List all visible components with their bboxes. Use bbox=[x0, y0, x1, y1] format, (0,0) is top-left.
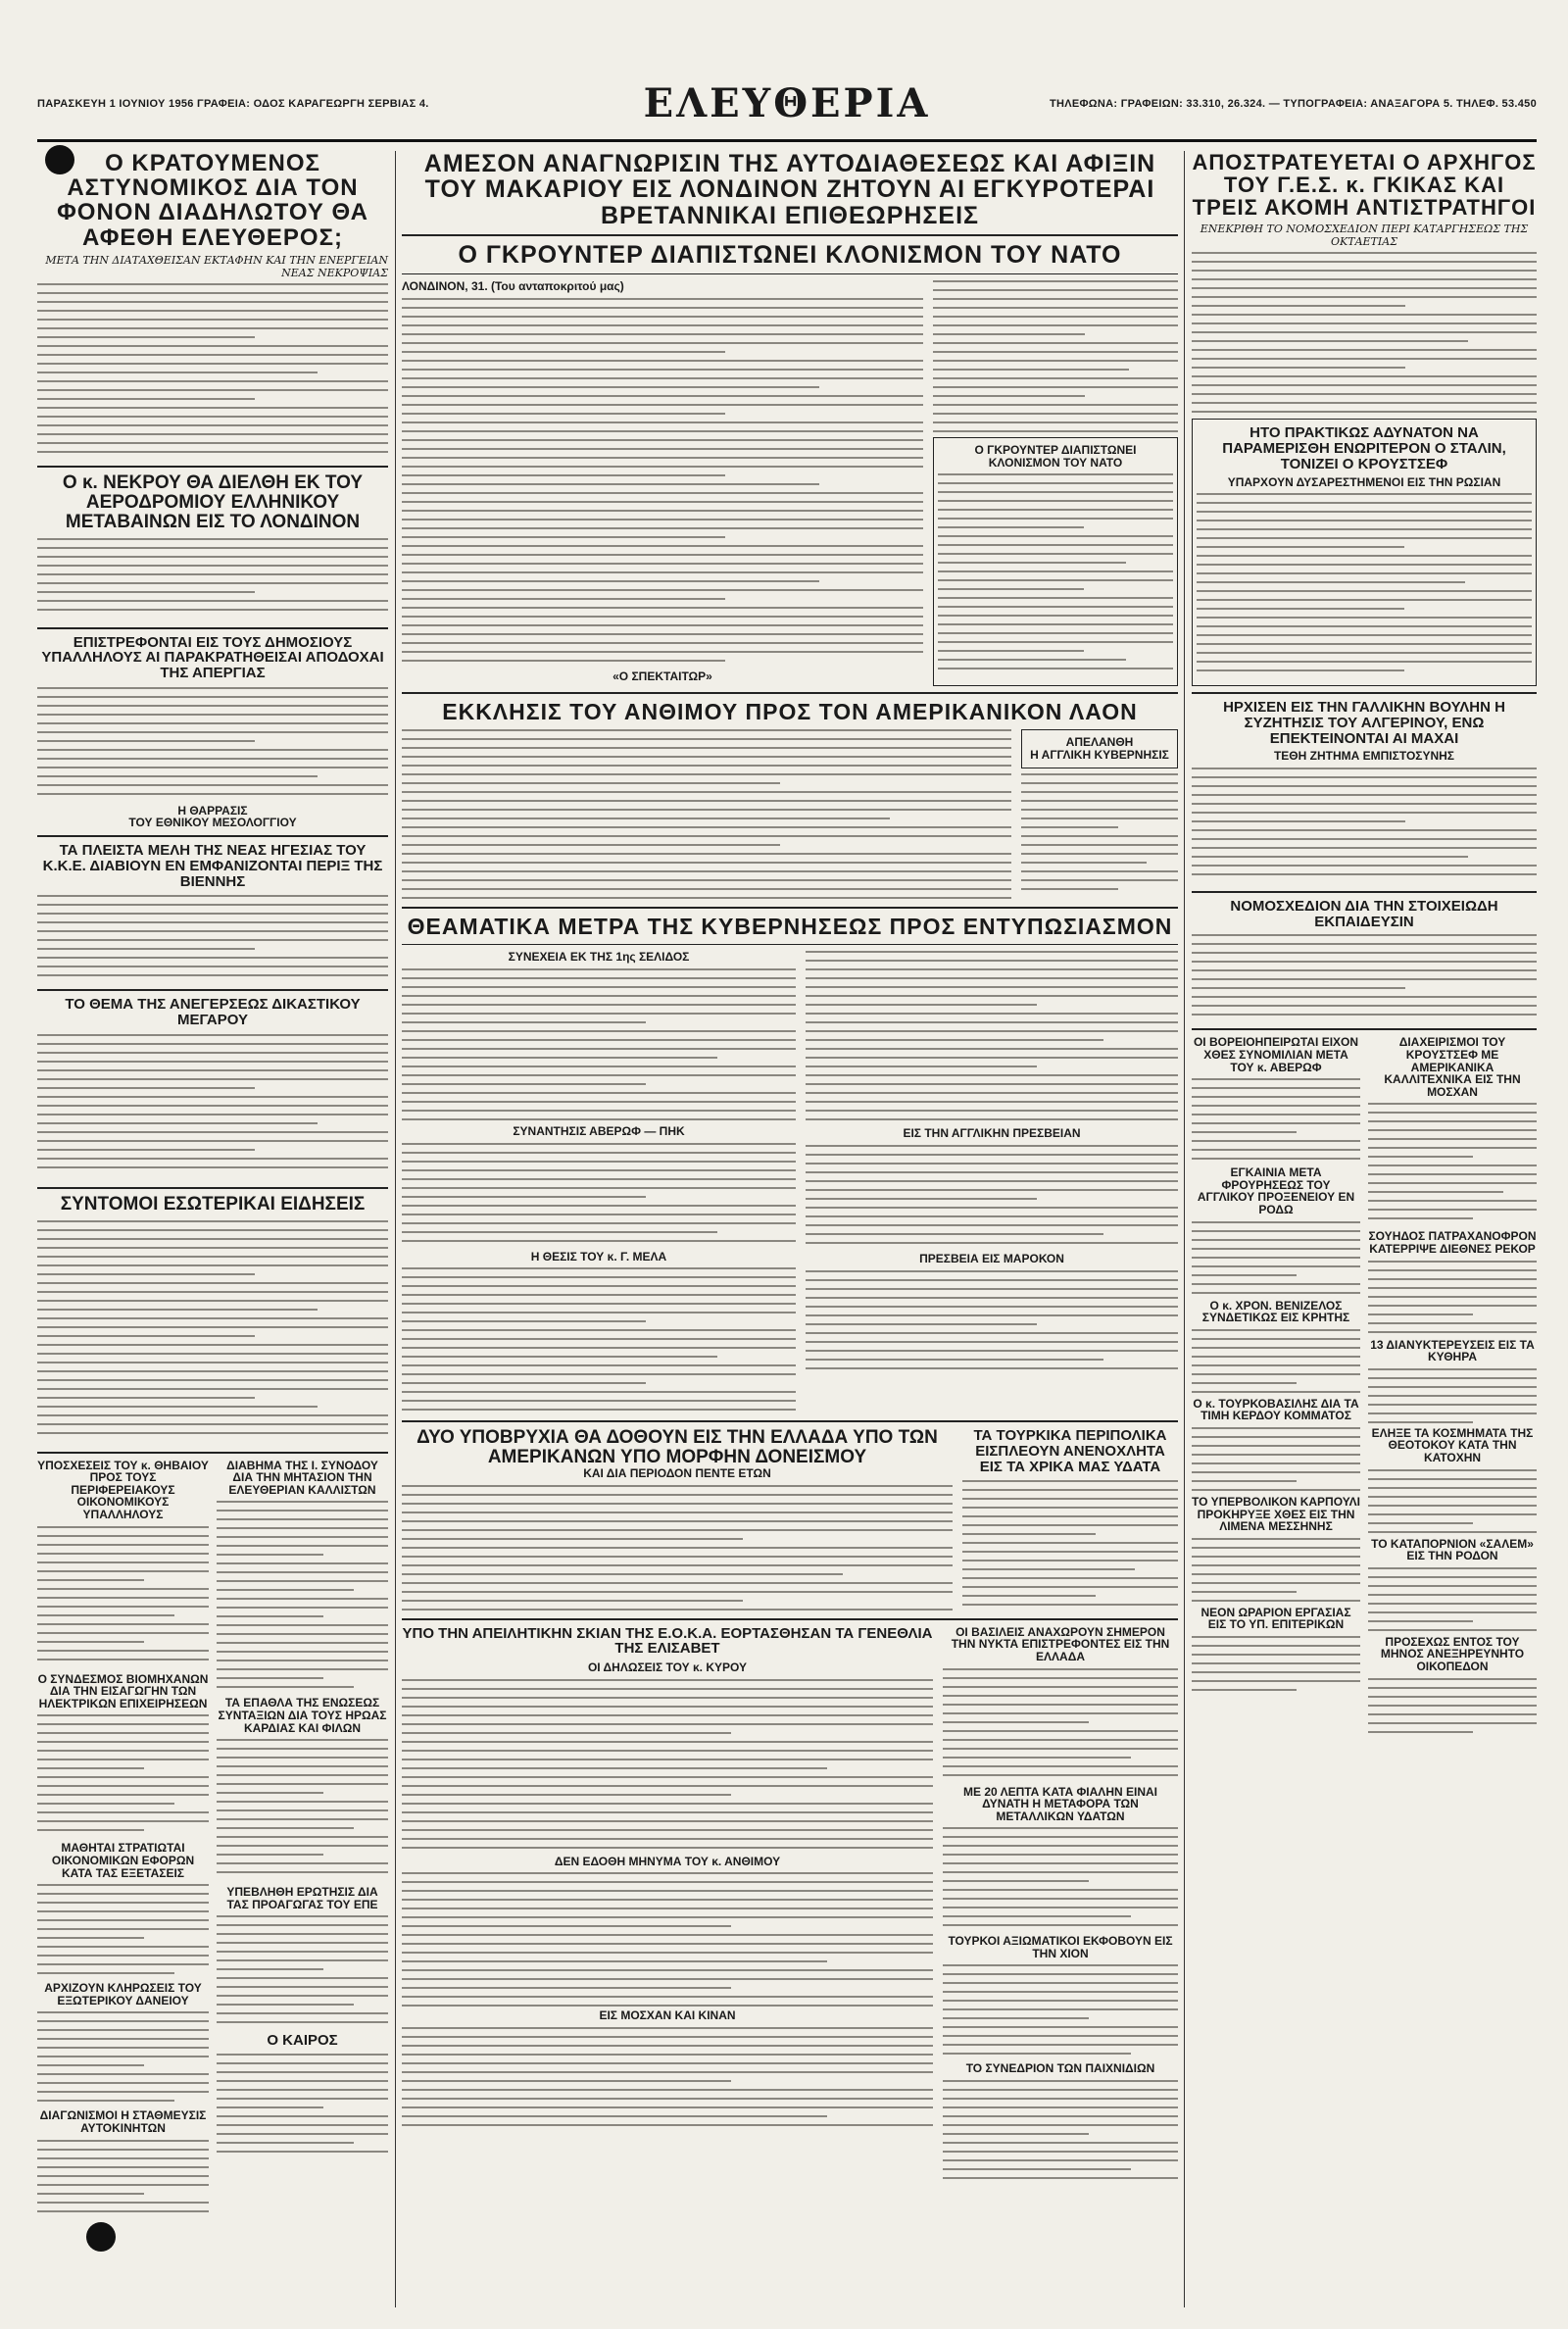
headline-question: ΥΠΕΒΛΗΘΗ ΕΡΩΤΗΣΙΣ ΔΙΑ ΤΑΣ ΠΡΟΑΓΩΓΑΣ ΤΟΥ ΕΠΕ bbox=[226, 1885, 378, 1911]
body-text bbox=[1192, 1221, 1360, 1300]
subhead-octaetia: ΕΝΕΚΡΙΘΗ ΤΟ ΝΟΜΟΣΧΕΔΙΟΝ ΠΕΡΙ ΚΑΤΑΡΓΗΣΕΩΣ ΤΗΣ ΟΚΤΑΕΤΙΑΣ bbox=[1200, 223, 1529, 249]
headline-education-bill: ΝΟΜΟΣΧΕΔΙΟΝ ΔΙΑ ΤΗΝ ΣΤΟΙΧΕΙΩΔΗ ΕΚΠΑΙΔΕΥΣΙΝ bbox=[1230, 897, 1498, 930]
body-text bbox=[1368, 1678, 1537, 1737]
headline-rhodes-consulate: ΕΓΚΑΙΝΙΑ ΜΕΤΑ ΦΡΟΥΡΗΣΕΩΣ ΤΟΥ ΑΓΓΛΙΚΟΥ ΠΡΟΞΕΝΕΙΟΥ ΕΝ ΡΟΔΩ bbox=[1197, 1165, 1355, 1217]
boxed-expelled: ΑΠΕΛΑΝΘΗ bbox=[1065, 735, 1134, 750]
headline-weather: Ο ΚΑΙΡΟΣ bbox=[267, 2032, 338, 2050]
body-text bbox=[806, 1145, 1178, 1253]
body-text bbox=[943, 1964, 1178, 2062]
body-text bbox=[1192, 1427, 1360, 1496]
byline: «Ο ΣΠΕΚΤΑΙΤΩΡ» bbox=[612, 669, 712, 683]
body-text bbox=[402, 298, 923, 670]
body-text bbox=[402, 1872, 933, 2009]
headline-civil-servants: ΕΠΙΣΤΡΕΦΟΝΤΑΙ ΕΙΣ ΤΟΥΣ ΔΗΜΟΣΙΟΥΣ ΥΠΑΛΛΗΛΟΥΣ ΑΙ ΠΑΡΑΚΡΑΤΗΘΕΙΣΑΙ ΑΠΟΔΟΧΑΙ ΤΗΣ ΑΠΕΡΓΙΑΣ bbox=[41, 633, 384, 682]
body-text bbox=[402, 2027, 933, 2135]
body-text bbox=[37, 1220, 388, 1446]
subhead-waters: ΜΕ 20 ΛΕΠΤΑ ΚΑΤΑ ΦΙΑΛΗΝ ΕΙΝΑΙ ΔΥΝΑΤΗ Η ΜΕΤΑΦΟΡΑ ΤΩΝ ΜΕΤΑΛΛΙΚΩΝ ΥΔΑΤΩΝ bbox=[963, 1784, 1157, 1823]
headline-gkikas: ΑΠΟΣΤΡΑΤΕΥΕΤΑΙ Ο ΑΡΧΗΓΟΣ ΤΟΥ Γ.Ε.Σ. κ. ΓΚΙΚΑΣ ΚΑΙ ΤΡΕΙΣ ΑΚΟΜΗ ΑΝΤΙΣΤΡΑΤΗΓΟΙ bbox=[1192, 150, 1537, 221]
body-text bbox=[1192, 1329, 1360, 1398]
banner-headline-nato: Ο ΓΚΡΟΥΝΤΕΡ ΔΙΑΠΙΣΤΩΝΕΙ ΚΛΟΝΙΣΜΟΝ ΤΟΥ ΝΑΤΟ bbox=[458, 240, 1122, 269]
headline-jewels: ΕΛΗΞΕ ΤΑ ΚΟΣΜΗΜΑΤΑ ΤΗΣ ΘΕΟΤΟΚΟΥ ΚΑΤΑ ΤΗΝ ΚΑΤΟΧΗΝ bbox=[1371, 1425, 1534, 1464]
body-text bbox=[217, 1739, 388, 1886]
subhead-confidence: ΤΕΘΗ ΖΗΤΗΜΑ ΕΜΠΙΣΤΟΣΥΝΗΣ bbox=[1273, 749, 1455, 764]
masthead-date-address: ΠΑΡΑΣΚΕΥΗ 1 ΙΟΥΝΙΟΥ 1956 ΓΡΑΦΕΙΑ: ΟΔΟΣ ΚΑΡΑΓΕΩΡΓΗ ΣΕΡΒΙΑΣ 4. bbox=[37, 98, 429, 110]
subhead-anthimos: ΔΕΝ ΕΔΟΘΗ ΜΗΝΥΜΑ ΤΟΥ κ. ΑΝΘΙΜΟΥ bbox=[554, 1854, 781, 1868]
body-text bbox=[806, 951, 1178, 1127]
body-text bbox=[37, 1714, 209, 1842]
body-text bbox=[1368, 1368, 1537, 1427]
headline-industrialists: Ο ΣΥΝΔΕΣΜΟΣ ΒΙΟΜΗΧΑΝΩΝ ΔΙΑ ΤΗΝ ΕΙΣΑΓΩΓΗΝ ΤΩΝ ΗΛΕΚΤΡΙΚΩΝ ΕΠΙΧΕΙΡΗΣΕΩΝ bbox=[37, 1671, 209, 1710]
subhead-averof: ΣΥΝΑΝΤΗΣΙΣ ΑΒΕΡΩΦ — ΠΗΚ bbox=[513, 1124, 685, 1139]
headline-appeal: ΕΚΚΛΗΣΙΣ ΤΟΥ ΑΝΘΙΜΟΥ ΠΡΟΣ ΤΟΝ ΑΜΕΡΙΚΑΝΙΚΟΝ ΛΑΟΝ bbox=[442, 699, 1138, 725]
headline-nekrou: Ο κ. ΝΕΚΡΟΥ ΘΑ ΔΙΕΛΘΗ ΕΚ ΤΟΥ ΑΕΡΟΔΡΟΜΙΟΥ ΕΛΛΗΝΙΚΟΥ ΜΕΤΑΒΑΙΝΩΝ ΕΙΣ ΤΟ ΛΟΝΔΙΝΟΝ bbox=[62, 471, 364, 532]
body-text bbox=[402, 1143, 796, 1251]
body-text bbox=[1368, 1261, 1537, 1339]
headline-venizelos: Ο κ. ΧΡΟΝ. ΒΕΝΙΖΕΛΟΣ ΣΥΝΔΕΤΙΚΩΣ ΕΙΣ ΚΡΗΤΗΣ bbox=[1201, 1298, 1350, 1325]
headline-domestic-news: ΣΥΝΤΟΜΟΙ ΕΣΩΤΕΡΙΚΑΙ ΕΙΔΗΣΕΙΣ bbox=[60, 1193, 366, 1214]
body-text bbox=[37, 895, 388, 983]
body-text bbox=[37, 538, 388, 621]
subhead-five-years: ΚΑΙ ΔΙΑ ΠΕΡΙΟΔΟΝ ΠΕΝΤΕ ΕΤΩΝ bbox=[583, 1466, 771, 1481]
body-text bbox=[806, 1270, 1178, 1378]
sign-line: Η ΘΑΡΡΑΣΙΣ bbox=[177, 803, 248, 818]
continuation-note: ΣΥΝΕΧΕΙΑ ΕΚ ΤΗΣ 1ης ΣΕΛΙΔΟΣ bbox=[508, 950, 690, 965]
headline-plot: ΠΡΟΣΕΧΩΣ ΕΝΤΟΣ ΤΟΥ ΜΗΝΟΣ ΑΝΕΞΗΡΕΥΝΗΤΟ ΟΙΚΟΠΕΔΟΝ bbox=[1380, 1634, 1525, 1673]
body-text bbox=[1192, 768, 1537, 885]
body-text bbox=[1192, 1538, 1360, 1607]
body-text bbox=[1197, 493, 1532, 679]
lead-subheadline: ΜΕΤΑ ΤΗΝ ΔΙΑΤΑΧΘΕΙΣΑΝ ΕΚΤΑΦΗΝ ΚΑΙ ΤΗΝ ΕΝΕΡΓΕΙΑΝ ΝΕΑΣ ΝΕΚΡΟΨΙΑΣ bbox=[45, 253, 388, 279]
masthead-phones: ΤΗΛΕΦΩΝΑ: ΓΡΑΦΕΙΩΝ: 33.310, 26.324. — ΤΥΠΟΓΡΑΦΕΙΑ: ΑΝΑΞΑΓΟΡΑ 5. ΤΗΛΕΦ. 53.450 bbox=[1049, 98, 1537, 110]
boxed-headline-nato: Ο ΓΚΡΟΥΝΤΕΡ ΔΙΑΠΙΣΤΩΝΕΙ ΚΛΟΝΙΣΜΟΝ ΤΟΥ ΝΑΤΟ bbox=[974, 443, 1137, 470]
body-text bbox=[37, 1884, 209, 1982]
headline-courthouse: ΤΟ ΘΕΜΑ ΤΗΣ ΑΝΕΓΕΡΣΕΩΣ ΔΙΚΑΣΤΙΚΟΥ ΜΕΓΑΡΟΥ bbox=[65, 996, 361, 1028]
banner-impression-measures: ΘΕΑΜΑΤΙΚΑ ΜΕΤΡΑ ΤΗΣ ΚΥΒΕΡΝΗΣΕΩΣ ΠΡΟΣ ΕΝΤΥΠΩΣΙΑΣΜΟΝ bbox=[407, 914, 1173, 940]
headline-work-hours: ΝΕΟΝ ΩΡΑΡΙΟΝ ΕΡΓΑΣΙΑΣ ΕΙΣ ΤΟ ΥΠ. ΕΠΙΤΕΡΙΚΩΝ bbox=[1200, 1605, 1351, 1632]
body-text bbox=[933, 280, 1178, 437]
body-text bbox=[217, 1501, 388, 1697]
boxed-headline-khrushchev: ΗΤΟ ΠΡΑΚΤΙΚΩΣ ΑΔΥΝΑΤΟΝ ΝΑ ΠΑΡΑΜΕΡΙΣΘΗ ΕΝΩΡΙΤΕΡΟΝ Ο ΣΤΑΛΙΝ, ΤΟΝΙΖΕΙ Ο ΚΡΟΥΣΤΣΕΦ bbox=[1222, 424, 1506, 472]
body-text bbox=[943, 1827, 1178, 1935]
subhead-embassy: ΕΙΣ ΤΗΝ ΑΓΓΛΙΚΗΝ ΠΡΕΣΒΕΙΑΝ bbox=[903, 1126, 1081, 1141]
banner-headline: ΑΜΕΣΟΝ ΑΝΑΓΝΩΡΙΣΙΝ ΤΗΣ ΑΥΤΟΔΙΑΘΕΣΕΩΣ ΚΑΙ ΑΦΙΞΙΝ ΤΟΥ ΜΑΚΑΡΙΟΥ ΕΙΣ ΛΟΝΔΙΝΟΝ ΖΗΤΟΥΝ ΑΙ ΕΓΚΥΡΟΤΕΡΑΙ ΒΡΕΤΑΝΝΙΚΑΙ ΕΠΙΘΕΩΡΗΣΕΙΣ bbox=[423, 150, 1156, 229]
body-text bbox=[1192, 1078, 1360, 1166]
subhead-kings: ΟΙ ΒΑΣΙΛΕΙΣ ΑΝΑΧΩΡΟΥΝ ΣΗΜΕΡΟΝ ΤΗΝ ΝΥΚΤΑ ΕΠΙΣΤΡΕΦΟΝΤΕΣ ΕΙΣ ΤΗΝ ΕΛΛΑΔΑ bbox=[951, 1624, 1170, 1663]
body-text bbox=[402, 1485, 953, 1612]
headline-algeria: ΗΡΧΙΣΕΝ ΕΙΣ ΤΗΝ ΓΑΛΛΙΚΗΝ ΒΟΥΛΗΝ Η ΣΥΖΗΤΗΣΙΣ ΤΟΥ ΑΛΓΕΡΙΝΟΥ, ΕΝΩ ΕΠΕΚΤΕΙΝΟΝΤΑΙ ΑΙ ΜΑΧΑΙ bbox=[1223, 699, 1505, 747]
headline-parking: ΔΙΑΓΩΝΙΣΜΟΙ Η ΣΤΑΘΜΕΥΣΙΣ ΑΥΤΟΚΙΝΗΤΩΝ bbox=[39, 2108, 207, 2135]
boxed-subhead-russia: ΥΠΑΡΧΟΥΝ ΔΥΣΑΡΕΣΤΗΜΕΝΟΙ ΕΙΣ ΤΗΝ ΡΩΣΙΑΝ bbox=[1227, 474, 1501, 489]
headline-khrushchev-artists: ΔΙΑΧΕΙΡΙΣΜΟΙ ΤΟΥ ΚΡΟΥΣΤΣΕΦ ΜΕ ΑΜΕΡΙΚΑΝΙΚΑ ΚΑΛΛΙΤΕΧΝΙΚΑ ΕΙΣ ΤΗΝ ΜΟΣΧΑΝ bbox=[1384, 1035, 1521, 1099]
headline-kke: ΤΑ ΠΛΕΙΣΤΑ ΜΕΛΗ ΤΗΣ ΝΕΑΣ ΗΓΕΣΙΑΣ ΤΟΥ Κ.Κ.Ε. ΔΙΑΒΙΟΥΝ ΕΝ ΕΜΦΑΝΙΖΟΝΤΑΙ ΠΕΡΙΞ ΤΗΣ ΒΙΕΝΝΗΣ bbox=[42, 842, 383, 890]
headline-pensioners: ΤΑ ΕΠΑΘΛΑ ΤΗΣ ΕΝΩΣΕΩΣ ΣΥΝΤΑΞΙΩΝ ΔΙΑ ΤΟΥΣ ΗΡΩΑΣ ΚΑΡΔΙΑΣ ΚΑΙ ΦΙΛΩΝ bbox=[218, 1696, 387, 1735]
body-text bbox=[943, 2080, 1178, 2188]
column-rule bbox=[1184, 151, 1185, 2307]
sign-line: ΤΟΥ ΕΘΝΙΚΟΥ ΜΕΣΟΛΟΓΓΙΟΥ bbox=[128, 816, 297, 830]
subhead-mela: Η ΘΕΣΙΣ ΤΟΥ κ. Γ. ΜΕΛΑ bbox=[530, 1249, 667, 1264]
subhead-morocco: ΠΡΕΣΒΕΙΑ ΕΙΣ ΜΑΡΟΚΟΝ bbox=[919, 1252, 1064, 1266]
body-text bbox=[962, 1480, 1178, 1608]
masthead bbox=[37, 80, 1537, 142]
lead-headline: Ο ΚΡΑΤΟΥΜΕΝΟΣ ΑΣΤΥΝΟΜΙΚΟΣ ΔΙΑ ΤΟΝ ΦΟΝΟΝ ΔΙΑΔΗΛΩΤΟΥ ΘΑ ΑΦΕΘΗ ΕΛΕΥΘΕΡΟΣ; bbox=[57, 150, 368, 251]
body-text bbox=[402, 1267, 796, 1414]
body-text bbox=[217, 2054, 388, 2161]
body-text bbox=[37, 2011, 209, 2109]
center-column bbox=[402, 151, 1178, 2188]
body-text bbox=[37, 2140, 209, 2218]
right-column bbox=[1192, 151, 1537, 1737]
headline-students: ΜΑΘΗΤΑΙ ΣΤΡΑΤΙΩΤΑΙ ΟΙΚΟΝΟΜΙΚΩΝ ΕΦΟΡΩΝ ΚΑΤΑ ΤΑΣ ΕΞΕΤΑΣΕΙΣ bbox=[51, 1841, 195, 1880]
headline-salem: ΤΟ ΚΑΤΑΠΟΡΝΙΟΝ «ΣΑΛΕΜ» ΕΙΣ ΤΗΝ ΡΟΔΟΝ bbox=[1371, 1536, 1534, 1563]
body-text bbox=[1192, 252, 1537, 419]
headline-swedish-record: ΣΟΥΗΔΟΣ ΠΑΤΡΑΧΑΝΟΦΡΟΝ ΚΑΤΕΡΡΙΨΕ ΔΙΕΘΝΕΣ ΡΕΚΟΡ bbox=[1368, 1229, 1537, 1257]
headline-messini: ΤΟ ΥΠΕΡΒΟΛΙΚΟΝ ΚΑΡΠΟΥΛΙ ΠΡΟΚΗΡΥΞΕ ΧΘΕΣ ΕΙΣ ΤΗΝ ΛΙΜΕΝΑ ΜΕΣΣΗΝΗΣ bbox=[1192, 1495, 1360, 1534]
subhead-congress: ΤΟ ΣΥΝΕΔΡΙΟΝ ΤΩΝ ΠΑΙΧΝΙΔΙΩΝ bbox=[965, 2061, 1155, 2076]
newspaper-title: ΕΛΕΥΘΕΡΙΑ bbox=[643, 80, 931, 126]
body-text bbox=[1021, 773, 1178, 891]
subhead-turkish-officers: ΤΟΥΡΚΟΙ ΑΞΙΩΜΑΤΙΚΟΙ ΕΚΦΟΒΟΥΝ ΕΙΣ ΤΗΝ ΧΙΟΝ bbox=[948, 1934, 1173, 1960]
left-column bbox=[37, 151, 388, 2218]
body-text bbox=[402, 968, 796, 1125]
ink-blot bbox=[45, 145, 74, 174]
body-text bbox=[402, 1679, 933, 1856]
body-text bbox=[37, 1526, 209, 1673]
ink-blot bbox=[86, 2222, 116, 2252]
body-text bbox=[1192, 934, 1537, 1022]
body-text bbox=[1368, 1469, 1537, 1538]
headline-tourkovasilis: Ο κ. ΤΟΥΡΚΟΒΑΣΙΛΗΣ ΔΙΑ ΤΑ ΤΙΜΗ ΚΕΡΔΟΥ ΚΟΜΜΑΤΟΣ bbox=[1193, 1396, 1359, 1423]
body-text bbox=[37, 687, 388, 805]
headline-north-epirotes: ΟΙ ΒΟΡΕΙΟΗΠΕΙΡΩΤΑΙ ΕΙΧΟΝ ΧΘΕΣ ΣΥΝΟΜΙΛΙΑΝ ΜΕΤΑ ΤΟΥ κ. ΑΒΕΡΩΦ bbox=[1193, 1035, 1359, 1074]
body-text bbox=[1368, 1567, 1537, 1636]
headline-eoka: ΥΠΟ ΤΗΝ ΑΠΕΙΛΗΤΙΚΗΝ ΣΚΙΑΝ ΤΗΣ Ε.Ο.Κ.Α. ΕΟΡΤΑΣΘΗΣΑΝ ΤΑ ΓΕΝΕΘΛΙΑ ΤΗΣ ΕΛΙΣΑΒΕΤ bbox=[402, 1624, 933, 1658]
headline-submarines: ΔΥΟ ΥΠΟΒΡΥΧΙΑ ΘΑ ΔΟΘΟΥΝ ΕΙΣ ΤΗΝ ΕΛΛΑΔΑ ΥΠΟ ΤΩΝ ΑΜΕΡΙΚΑΝΩΝ ΥΠΟ ΜΟΡΦΗΝ ΔΟΝΕΙΣΜΟΥ bbox=[416, 1427, 938, 1468]
body-text bbox=[217, 1915, 388, 2033]
headline-kythira: 13 ΔΙΑΝΥΚΤΕΡΕΥΣΕΙΣ ΕΙΣ ΤΑ ΚΥΘΗΡΑ bbox=[1370, 1337, 1535, 1364]
body-text bbox=[37, 283, 388, 460]
dateline: ΛΟΝΔΙΝΟΝ, 31. (Του ανταποκριτού μας) bbox=[402, 279, 624, 293]
body-text bbox=[1192, 1636, 1360, 1695]
subhead-moscow: ΕΙΣ ΜΟΣΧΑΝ ΚΑΙ ΚΙΝΑΝ bbox=[599, 2008, 736, 2023]
headline-turkish-patrols: ΤΑ ΤΟΥΡΚΙΚΑ ΠΕΡΙΠΟΛΙΚΑ ΕΙΣΠΛΕΟΥΝ ΑΝΕΝΟΧΛΗΤΑ ΕΙΣ ΤΑ ΧΡΙΚΑ ΜΑΣ ΥΔΑΤΑ bbox=[973, 1427, 1167, 1475]
body-text bbox=[37, 1034, 388, 1181]
boxed-expelled-sub: Η ΑΓΓΛΙΚΗ ΚΥΒΕΡΝΗΣΙΣ bbox=[1030, 747, 1169, 762]
subhead-kyrou: ΟΙ ΔΗΛΩΣΕΙΣ ΤΟΥ κ. ΚΥΡΟΥ bbox=[587, 1660, 748, 1675]
newspaper-page bbox=[37, 80, 1537, 2311]
body-text bbox=[402, 729, 1011, 901]
headline-thivaiou: ΥΠΟΣΧΕΣΕΙΣ ΤΟΥ κ. ΘΗΒΑΙΟΥ ΠΡΟΣ ΤΟΥΣ ΠΕΡΙΦΕΡΕΙΑΚΟΥΣ ΟΙΚΟΝΟΜΙΚΟΥΣ ΥΠΑΛΛΗΛΟΥΣ bbox=[37, 1458, 209, 1522]
headline-loan: ΑΡΧΙΖΟΥΝ ΚΛΗΡΩΣΕΙΣ ΤΟΥ ΕΞΩΤΕΡΙΚΟΥ ΔΑΝΕΙΟΥ bbox=[44, 1981, 202, 2007]
column-rule bbox=[395, 151, 396, 2307]
headline-synod: ΔΙΑΒΗΜΑ ΤΗΣ Ι. ΣΥΝΟΔΟΥ ΔΙΑ ΤΗΝ ΜΗΤΑΣΙΟΝ ΤΗΝ ΕΛΕΥΘΕΡΙΑΝ ΚΑΛΛΙΣΤΩΝ bbox=[226, 1458, 378, 1497]
body-text bbox=[938, 473, 1173, 679]
body-text bbox=[1368, 1103, 1537, 1230]
body-text bbox=[943, 1668, 1178, 1786]
